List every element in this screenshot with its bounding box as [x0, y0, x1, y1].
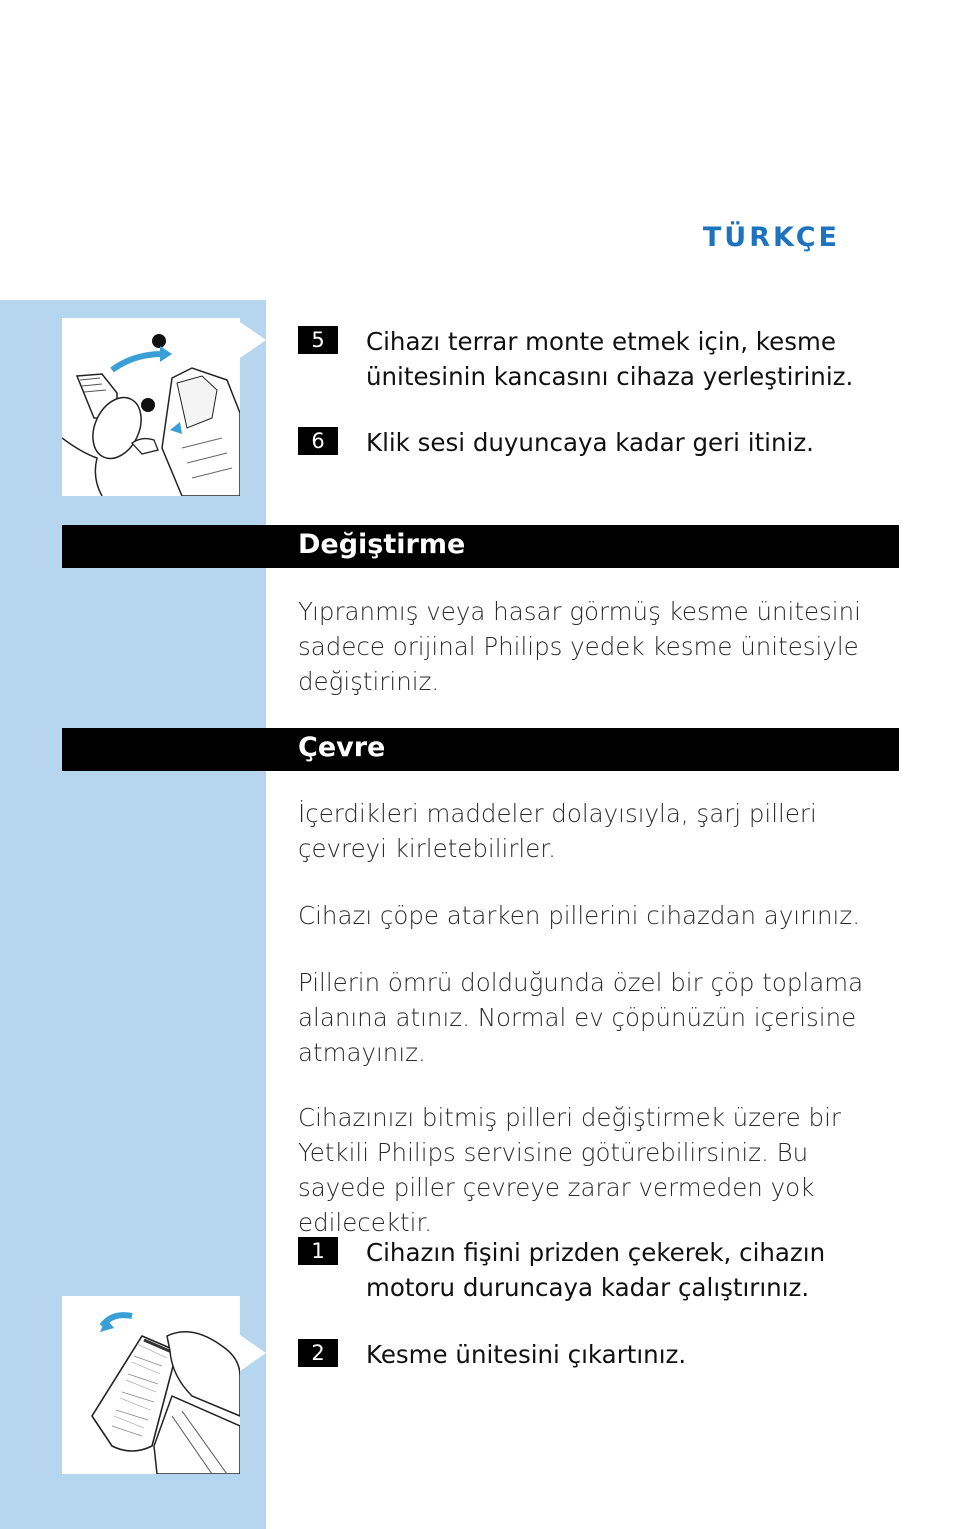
environment-paragraph: Cihazınızı bitmiş pilleri değiştirmek üzere bir Yetkili Philips servisine götürebilirsiniz. Bu sayede piller çevreye zarar vermeden yok edilecektir. [298, 1103, 841, 1237]
step-number: 5 [298, 326, 338, 354]
step-number: 6 [298, 427, 338, 455]
language-header: TÜRKÇE [702, 222, 840, 253]
step-number: 2 [298, 1339, 338, 1367]
section-title: Çevre [298, 732, 386, 763]
environment-paragraph: Cihazı çöpe atarken pillerini cihazdan ayırınız. [298, 901, 860, 930]
step-text: Klik sesi duyuncaya kadar geri itiniz. [366, 428, 814, 457]
step-text: Cihazın fişini prizden çekerek, cihazın motoru duruncaya kadar çalıştırınız. [366, 1238, 826, 1302]
step-text: Kesme ünitesini çıkartınız. [366, 1340, 687, 1369]
remove-cutting-unit-illustration [62, 1296, 240, 1474]
step-number: 1 [298, 1237, 338, 1265]
step-2 [298, 1337, 878, 1372]
environment-paragraph: İçerdikleri maddeler dolayısıyla, şarj pilleri çevreyi kirletebilirler. [298, 799, 817, 863]
step-1 [298, 1235, 878, 1305]
step-text: Cihazı terrar monte etmek için, kesme ünitesinin kancasını cihaza yerleştiriniz. [366, 327, 854, 391]
illustration-pointer [240, 322, 266, 358]
section-heading-replace [62, 525, 899, 568]
step-6 [298, 425, 878, 460]
attach-cutting-unit-illustration [62, 318, 240, 496]
step-5 [298, 324, 878, 394]
environment-paragraph: Pillerin ömrü dolduğunda özel bir çöp toplama alanına atınız. Normal ev çöpünüzün içerisine atmayınız. [298, 968, 864, 1067]
replace-paragraph: Yıpranmış veya hasar görmüş kesme ünitesini sadece orijinal Philips yedek kesme ünitesiyle değiştiriniz. [298, 597, 861, 696]
illustration-pointer [240, 1335, 266, 1371]
section-heading-environment [62, 728, 899, 771]
section-title: Değiştirme [298, 529, 466, 560]
